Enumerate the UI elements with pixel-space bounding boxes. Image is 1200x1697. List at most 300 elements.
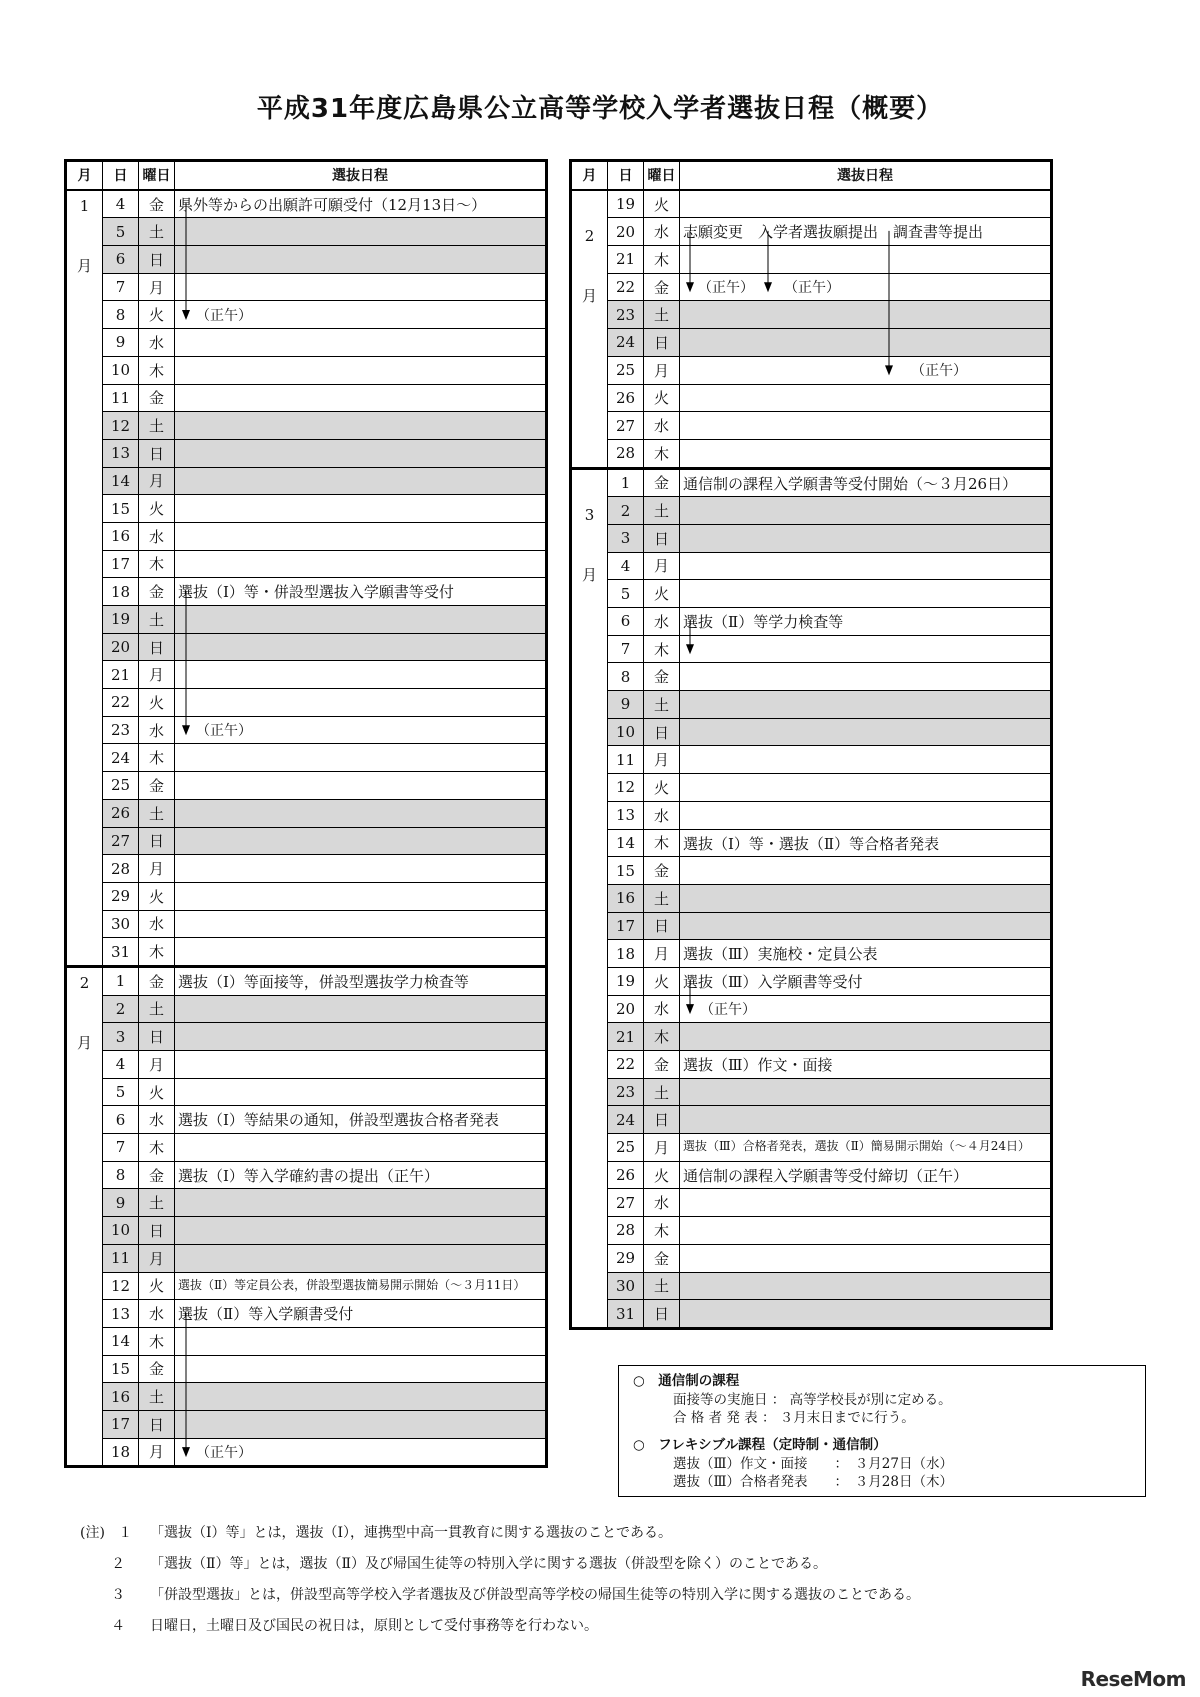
day-cell: 31 (103, 938, 139, 967)
weekday-cell: 月 (139, 855, 175, 883)
weekday-cell: 火 (139, 301, 175, 329)
day-cell: 17 (608, 912, 644, 940)
event-text: 選抜（Ⅱ）等定員公表，併設型選抜簡易開示開始（～３月11日） (178, 1277, 526, 1292)
day-cell: 23 (608, 1078, 644, 1106)
event-cell (680, 190, 1052, 218)
event-cell (680, 967, 1052, 995)
table-row (66, 606, 547, 634)
table-row (66, 1189, 547, 1217)
table-row (571, 940, 1052, 968)
weekday-cell: 月 (139, 661, 175, 689)
weekday-cell: 水 (644, 218, 680, 246)
table-row (66, 1438, 547, 1467)
day-cell: 8 (608, 663, 644, 691)
day-cell: 22 (608, 1051, 644, 1079)
flexible-line-2: 選抜（Ⅲ）合格者発表 ： ３月28日（木） (673, 1474, 953, 1490)
event-text: 志願変更 入学者選抜願提出 調査書等提出 (683, 223, 984, 242)
day-cell: 30 (103, 910, 139, 938)
month-label: 1 (79, 196, 90, 215)
month-cell (66, 190, 103, 967)
day-cell: 28 (608, 1217, 644, 1245)
table-row (571, 691, 1052, 719)
weekday-cell: 月 (139, 1438, 175, 1467)
month-cell (571, 468, 608, 1328)
weekday-cell: 金 (139, 190, 175, 218)
table-row (66, 1051, 547, 1079)
table-row (571, 663, 1052, 691)
table-row (66, 329, 547, 357)
day-cell: 21 (608, 246, 644, 274)
table-row (571, 329, 1052, 357)
event-cell (175, 356, 547, 384)
day-cell: 24 (103, 744, 139, 772)
day-cell: 19 (103, 606, 139, 634)
table-row (571, 468, 1052, 497)
month-label (572, 530, 607, 560)
table-row (571, 1078, 1052, 1106)
table-row (571, 190, 1052, 218)
weekday-cell: 木 (139, 1327, 175, 1355)
day-cell: 11 (608, 746, 644, 774)
table-row (571, 774, 1052, 802)
event-cell (175, 495, 547, 523)
weekday-cell: 火 (644, 774, 680, 802)
table-row (571, 497, 1052, 525)
weekday-cell: 金 (644, 1051, 680, 1079)
day-cell: 6 (103, 246, 139, 274)
table-row (66, 578, 547, 606)
event-cell (175, 467, 547, 495)
event-cell (175, 1410, 547, 1438)
table-row (571, 552, 1052, 580)
day-cell: 10 (608, 718, 644, 746)
weekday-cell: 日 (139, 1410, 175, 1438)
day-cell: 18 (103, 1438, 139, 1467)
weekday-cell: 月 (139, 1051, 175, 1079)
event-text: 選抜（Ⅰ）等面接等，併設型選抜学力検査等 (178, 972, 469, 991)
event-cell (680, 384, 1052, 412)
table-row (66, 1134, 547, 1162)
footnote-text: 「選抜（Ⅰ）等」とは，選抜（Ⅰ），連携型中高一貫教育に関する選抜のことである。 (150, 1525, 673, 1541)
weekday-cell: 木 (139, 356, 175, 384)
day-cell: 30 (608, 1272, 644, 1300)
event-cell (680, 663, 1052, 691)
event-cell (175, 1161, 547, 1189)
weekday-cell: 火 (644, 1161, 680, 1189)
flexible-heading: ○ フレキシブル課程（定時制・通信制） (633, 1437, 887, 1453)
table-row (66, 467, 547, 495)
table-row (571, 884, 1052, 912)
event-cell (680, 1244, 1052, 1272)
correspondence-line-2: 合 格 者 発 表 ： ３月末日までに行う。 (673, 1410, 915, 1426)
month-label: 月 (76, 256, 92, 275)
table-row (66, 356, 547, 384)
table-row (66, 301, 547, 329)
event-text: 選抜（Ⅰ）等・併設型選抜入学願書等受付 (178, 583, 454, 602)
weekday-cell: 月 (644, 356, 680, 384)
weekday-cell: 木 (644, 1023, 680, 1051)
correspondence-heading: ○ 通信制の課程 (633, 1373, 740, 1389)
weekday-cell: 金 (644, 468, 680, 497)
weekday-cell: 水 (139, 522, 175, 550)
event-cell (680, 608, 1052, 636)
event-cell (680, 1189, 1052, 1217)
table-row (571, 218, 1052, 246)
table-row (66, 384, 547, 412)
table-header (66, 161, 547, 190)
day-cell: 24 (608, 329, 644, 357)
event-text: 通信制の課程入学願書等受付締切（正午） (683, 1166, 969, 1185)
month-label (572, 251, 607, 281)
weekday-cell: 木 (139, 1134, 175, 1162)
day-cell: 22 (103, 689, 139, 717)
event-cell (175, 1300, 547, 1328)
table-row (571, 857, 1052, 885)
footnote-text: 「併設型選抜」とは，併設型高等学校入学者選抜及び併設型高等学校の帰国生徒等の特別入学に関する選抜のことである。 (150, 1587, 920, 1603)
weekday-cell: 土 (644, 1272, 680, 1300)
weekday-cell: 日 (139, 246, 175, 274)
weekday-cell: 水 (139, 329, 175, 357)
footnote-prefix: (注) (80, 1525, 105, 1541)
event-cell (175, 744, 547, 772)
day-cell: 6 (103, 1106, 139, 1134)
event-cell (175, 1106, 547, 1134)
day-cell: 28 (103, 855, 139, 883)
event-text: 選抜（Ⅰ）等・選抜（Ⅱ）等合格者発表 (683, 834, 940, 853)
weekday-cell: 水 (644, 801, 680, 829)
event-cell (175, 1023, 547, 1051)
table-row (571, 580, 1052, 608)
deadline-label: （正午） (196, 1445, 252, 1462)
table-row (66, 1272, 547, 1300)
table-row (571, 608, 1052, 636)
footnotes (80, 1518, 920, 1642)
month-label: 月 (76, 1033, 92, 1052)
weekday-cell: 日 (644, 718, 680, 746)
table-row (66, 1355, 547, 1383)
month-label (572, 191, 607, 221)
event-cell (680, 1161, 1052, 1189)
day-cell: 25 (608, 356, 644, 384)
day-cell: 13 (103, 1300, 139, 1328)
day-cell: 14 (103, 467, 139, 495)
table-row (66, 827, 547, 855)
day-cell: 20 (608, 218, 644, 246)
event-cell (680, 497, 1052, 525)
header-day: 日 (103, 161, 139, 190)
table-row (571, 718, 1052, 746)
day-cell: 16 (608, 884, 644, 912)
event-cell (175, 1078, 547, 1106)
day-cell: 24 (608, 1106, 644, 1134)
weekday-cell: 金 (644, 273, 680, 301)
table-row (66, 716, 547, 744)
header-weekday: 曜日 (644, 161, 680, 190)
weekday-cell: 金 (139, 1161, 175, 1189)
event-text: 選抜（Ⅱ）等入学願書受付 (178, 1305, 354, 1324)
table-row (571, 1161, 1052, 1189)
weekday-cell: 土 (139, 995, 175, 1023)
day-cell: 5 (103, 1078, 139, 1106)
footnote (80, 1518, 920, 1549)
event-text: 選抜（Ⅱ）等学力検査等 (683, 613, 844, 631)
day-cell: 12 (103, 1272, 139, 1300)
day-cell: 16 (103, 522, 139, 550)
footnote (80, 1549, 920, 1580)
day-cell: 27 (608, 1189, 644, 1217)
header-weekday: 曜日 (139, 161, 175, 190)
event-cell (175, 827, 547, 855)
weekday-cell: 日 (139, 827, 175, 855)
event-cell (680, 1106, 1052, 1134)
event-cell (175, 661, 547, 689)
weekday-cell: 土 (644, 884, 680, 912)
day-cell: 25 (103, 772, 139, 800)
weekday-cell: 日 (644, 1106, 680, 1134)
event-cell (680, 635, 1052, 663)
deadline-label: （正午） (196, 307, 252, 324)
event-cell (175, 1355, 547, 1383)
day-cell: 16 (103, 1383, 139, 1411)
event-text: 選抜（Ⅰ）等入学確約書の提出（正午） (178, 1166, 439, 1185)
table-row (66, 744, 547, 772)
event-cell (175, 633, 547, 661)
day-cell: 1 (608, 468, 644, 497)
header-schedule: 選抜日程 (680, 161, 1052, 190)
table-row (571, 1051, 1052, 1079)
event-cell (680, 524, 1052, 552)
day-cell: 8 (103, 1161, 139, 1189)
event-cell (680, 329, 1052, 357)
table-row (571, 1134, 1052, 1162)
event-text: 県外等からの出願許可願受付（12月13日～） (178, 195, 487, 214)
weekday-cell: 土 (139, 1189, 175, 1217)
event-text: 選抜（Ⅲ）入学願書等受付 (683, 972, 863, 991)
weekday-cell: 土 (139, 799, 175, 827)
day-cell: 2 (608, 497, 644, 525)
event-cell (680, 940, 1052, 968)
weekday-cell: 火 (139, 1272, 175, 1300)
weekday-cell: 日 (644, 1300, 680, 1329)
weekday-cell: 木 (644, 246, 680, 274)
event-cell (680, 1300, 1052, 1329)
weekday-cell: 土 (644, 301, 680, 329)
table-row (571, 356, 1052, 384)
day-cell: 3 (103, 1023, 139, 1051)
event-cell (175, 910, 547, 938)
event-cell (680, 912, 1052, 940)
header-month: 月 (66, 161, 103, 190)
deadline-label: （正午） (700, 1002, 756, 1019)
weekday-cell: 土 (139, 606, 175, 634)
day-cell: 4 (103, 190, 139, 218)
day-cell: 17 (103, 1410, 139, 1438)
weekday-cell: 月 (644, 940, 680, 968)
footnote-number: ３ (111, 1587, 126, 1603)
table-row (66, 995, 547, 1023)
table-row (571, 995, 1052, 1023)
day-cell: 22 (608, 273, 644, 301)
table-row (66, 495, 547, 523)
weekday-cell: 水 (644, 995, 680, 1023)
event-cell (175, 578, 547, 606)
event-cell (680, 1134, 1052, 1162)
event-cell (680, 412, 1052, 440)
day-cell: 9 (103, 1189, 139, 1217)
weekday-cell: 日 (139, 1217, 175, 1245)
weekday-cell: 金 (644, 857, 680, 885)
event-cell (175, 1383, 547, 1411)
event-cell (175, 329, 547, 357)
footnote-number: １ (118, 1525, 133, 1541)
day-cell: 21 (608, 1023, 644, 1051)
day-cell: 7 (608, 635, 644, 663)
weekday-cell: 木 (644, 635, 680, 663)
table-row (66, 1300, 547, 1328)
deadline-label: （正午） (784, 280, 840, 297)
day-cell: 29 (103, 882, 139, 910)
event-cell (680, 218, 1052, 246)
event-cell (680, 718, 1052, 746)
footnote (80, 1580, 920, 1611)
day-cell: 23 (608, 301, 644, 329)
table-row (571, 1217, 1052, 1245)
day-cell: 26 (103, 799, 139, 827)
weekday-cell: 日 (644, 524, 680, 552)
table-row (66, 246, 547, 274)
event-cell (680, 301, 1052, 329)
event-cell (680, 801, 1052, 829)
month-label: 月 (581, 565, 597, 584)
event-cell (680, 439, 1052, 468)
weekday-cell: 土 (644, 691, 680, 719)
day-cell: 2 (103, 995, 139, 1023)
month-cell (66, 966, 103, 1466)
table-row (66, 1327, 547, 1355)
table-row (66, 799, 547, 827)
weekday-cell: 火 (644, 580, 680, 608)
day-cell: 14 (608, 829, 644, 857)
table-row (66, 910, 547, 938)
footnote-text: 日曜日，土曜日及び国民の祝日は，原則として受付事務等を行わない。 (150, 1618, 598, 1634)
table-row (66, 218, 547, 246)
event-cell (680, 1078, 1052, 1106)
day-cell: 3 (608, 524, 644, 552)
table-row (66, 1078, 547, 1106)
table-row (66, 1161, 547, 1189)
event-text: 選抜（Ⅲ）合格者発表，選抜（Ⅱ）簡易開示開始（～４月24日） (683, 1139, 1031, 1154)
weekday-cell: 金 (139, 384, 175, 412)
table-row (66, 938, 547, 967)
weekday-cell: 木 (644, 439, 680, 468)
table-row (66, 1217, 547, 1245)
event-cell (680, 356, 1052, 384)
table-row (571, 1300, 1052, 1329)
day-cell: 15 (103, 495, 139, 523)
weekday-cell: 火 (139, 882, 175, 910)
day-cell: 14 (103, 1327, 139, 1355)
weekday-cell: 月 (139, 273, 175, 301)
event-cell (680, 1023, 1052, 1051)
table-row (66, 412, 547, 440)
table-row (571, 801, 1052, 829)
day-cell: 12 (608, 774, 644, 802)
day-cell: 1 (103, 966, 139, 995)
event-cell (175, 1134, 547, 1162)
table-row (571, 524, 1052, 552)
header-day: 日 (608, 161, 644, 190)
table-row (571, 829, 1052, 857)
table-row (66, 855, 547, 883)
weekday-cell: 水 (139, 1300, 175, 1328)
weekday-cell: 日 (139, 1023, 175, 1051)
table-row (571, 967, 1052, 995)
day-cell: 10 (103, 1217, 139, 1245)
event-cell (680, 774, 1052, 802)
event-cell (680, 580, 1052, 608)
day-cell: 29 (608, 1244, 644, 1272)
table-row (66, 966, 547, 995)
month-label: 2 (584, 226, 595, 245)
footnote (80, 1611, 920, 1642)
day-cell: 19 (608, 967, 644, 995)
event-cell (175, 439, 547, 467)
table-row (571, 301, 1052, 329)
table-row (571, 1189, 1052, 1217)
month-label: 2 (79, 973, 90, 992)
weekday-cell: 木 (139, 744, 175, 772)
event-cell (680, 1051, 1052, 1079)
weekday-cell: 火 (139, 1078, 175, 1106)
month-cell (571, 190, 608, 468)
weekday-cell: 火 (139, 689, 175, 717)
event-text: 通信制の課程入学願書等受付開始（～３月26日） (683, 474, 1018, 493)
weekday-cell: 金 (139, 966, 175, 995)
page-title: 平成31年度広島県公立高等学校入学者選抜日程（概要） (256, 94, 944, 124)
day-cell: 27 (103, 827, 139, 855)
correspondence-line-1: 面接等の実施日 ： 高等学校長が別に定める。 (673, 1392, 952, 1408)
table-row (571, 635, 1052, 663)
notice-box (618, 1365, 1146, 1497)
day-cell: 15 (608, 857, 644, 885)
day-cell: 9 (608, 691, 644, 719)
day-cell: 4 (608, 552, 644, 580)
day-cell: 27 (608, 412, 644, 440)
event-cell (680, 884, 1052, 912)
weekday-cell: 火 (644, 384, 680, 412)
event-cell (175, 1051, 547, 1079)
table-row (571, 912, 1052, 940)
event-cell (175, 412, 547, 440)
day-cell: 18 (103, 578, 139, 606)
day-cell: 12 (103, 412, 139, 440)
day-cell: 20 (608, 995, 644, 1023)
day-cell: 28 (608, 439, 644, 468)
event-cell (175, 1217, 547, 1245)
day-cell: 11 (103, 1244, 139, 1272)
table-row (66, 1023, 547, 1051)
table-row (66, 273, 547, 301)
event-cell (680, 746, 1052, 774)
weekday-cell: 金 (139, 578, 175, 606)
table-row (66, 1410, 547, 1438)
weekday-cell: 水 (644, 412, 680, 440)
table-row (66, 439, 547, 467)
event-text: 選抜（Ⅲ）作文・面接 (683, 1056, 833, 1074)
weekday-cell: 火 (139, 495, 175, 523)
event-cell (175, 522, 547, 550)
table-row (571, 1023, 1052, 1051)
